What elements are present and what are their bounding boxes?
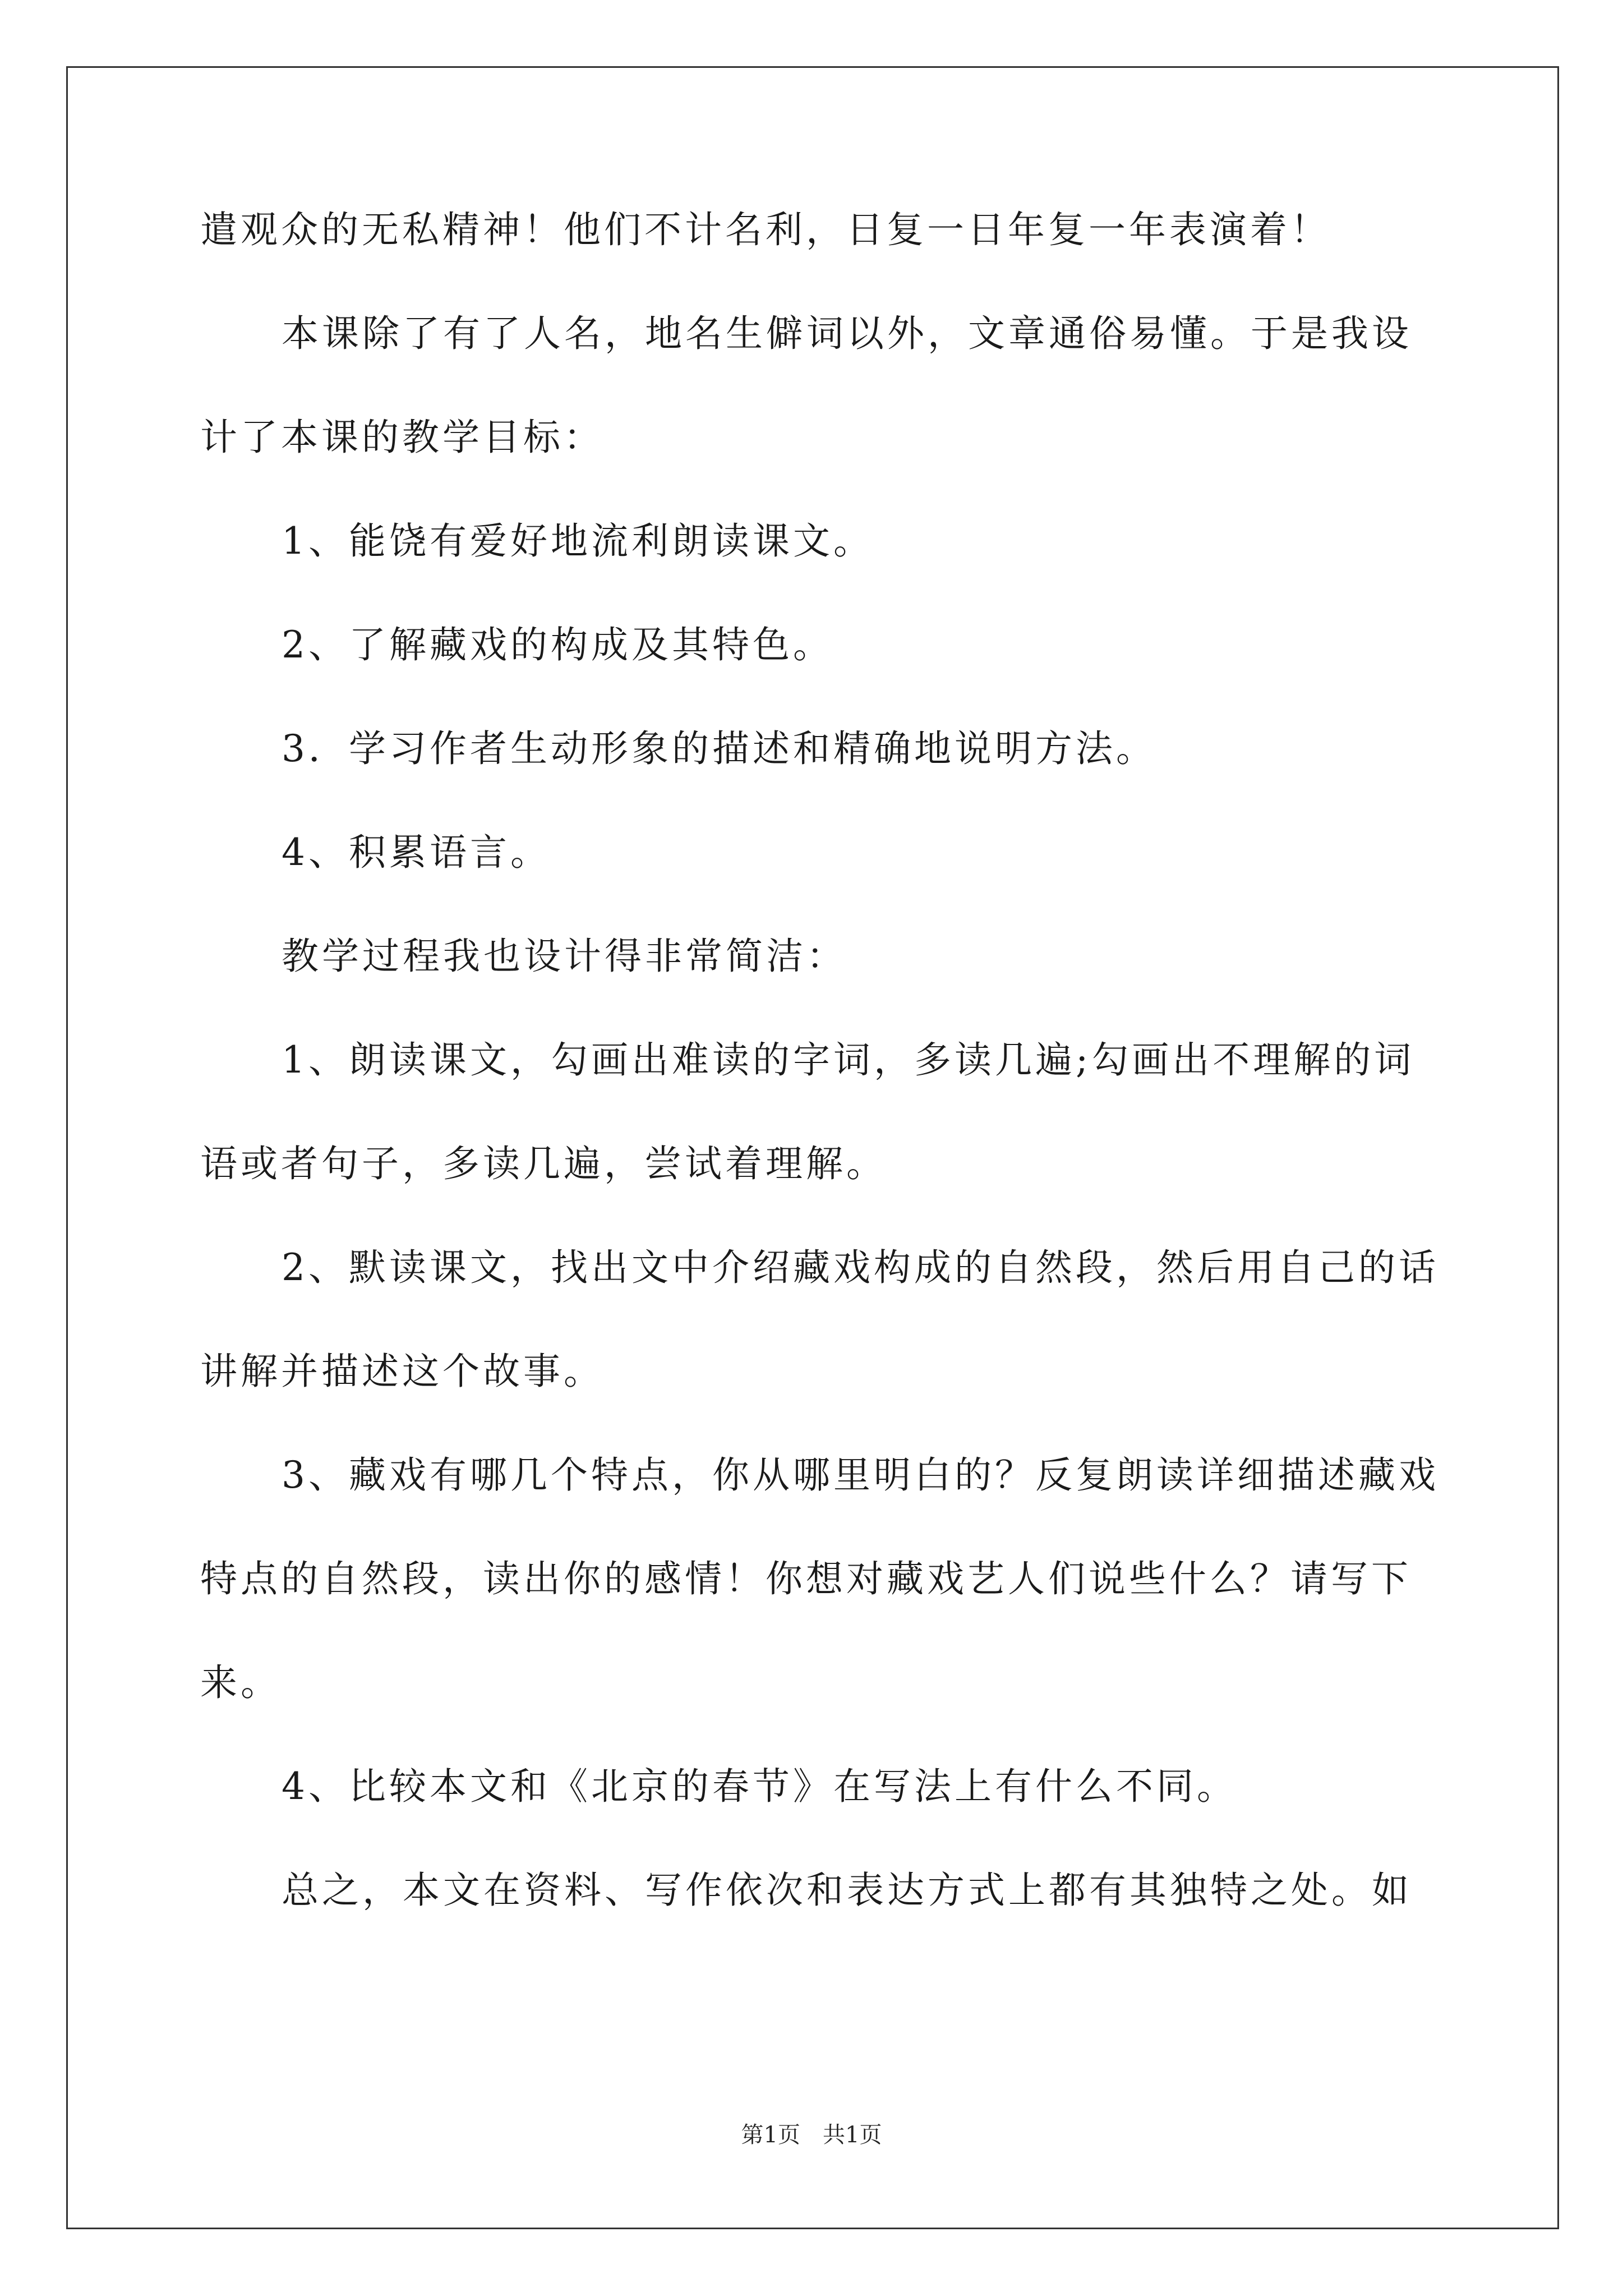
- text-line: 2、默读课文，找出文中介绍藏戏构成的自然段，然后用自己的话: [282, 1246, 1439, 1289]
- text-line: 3．学习作者生动形象的描述和精确地说明方法。: [282, 727, 1156, 770]
- text-line: 1、朗读课文，勾画出难读的字词，多读几遍;勾画出不理解的词: [282, 1038, 1415, 1082]
- text-line: 特点的自然段，读出你的感情！你想对藏戏艺人们说些什么？请写下: [200, 1557, 1412, 1600]
- text-line: 语或者句子，多读几遍，尝试着理解。: [200, 1142, 887, 1185]
- page-footer: 第1页 共1页: [741, 2122, 882, 2148]
- text-line: 计了本课的教学目标：: [200, 416, 604, 459]
- text-line: 4、积累语言。: [282, 831, 551, 874]
- text-line: 讲解并描述这个故事。: [200, 1350, 604, 1393]
- text-line: 2、了解藏戏的构成及其特色。: [282, 623, 833, 666]
- text-line: 3、藏戏有哪几个特点，你从哪里明白的？反复朗读详细描述藏戏: [282, 1453, 1439, 1497]
- text-line: 本课除了有了人名，地名生僻词以外，文章通俗易懂。于是我设: [282, 312, 1412, 355]
- text-line: 来。: [200, 1661, 281, 1704]
- text-line: 4、比较本文和《北京的春节》在写法上有什么不同。: [282, 1765, 1237, 1808]
- text-line: 教学过程我也设计得非常简洁：: [282, 935, 847, 978]
- text-line: 遣观众的无私精神！他们不计名利，日复一日年复一年表演着！: [200, 208, 1331, 251]
- text-line: 总之，本文在资料、写作依次和表达方式上都有其独特之处。如: [282, 1869, 1412, 1912]
- text-line: 1、能饶有爱好地流利朗读课文。: [282, 519, 874, 563]
